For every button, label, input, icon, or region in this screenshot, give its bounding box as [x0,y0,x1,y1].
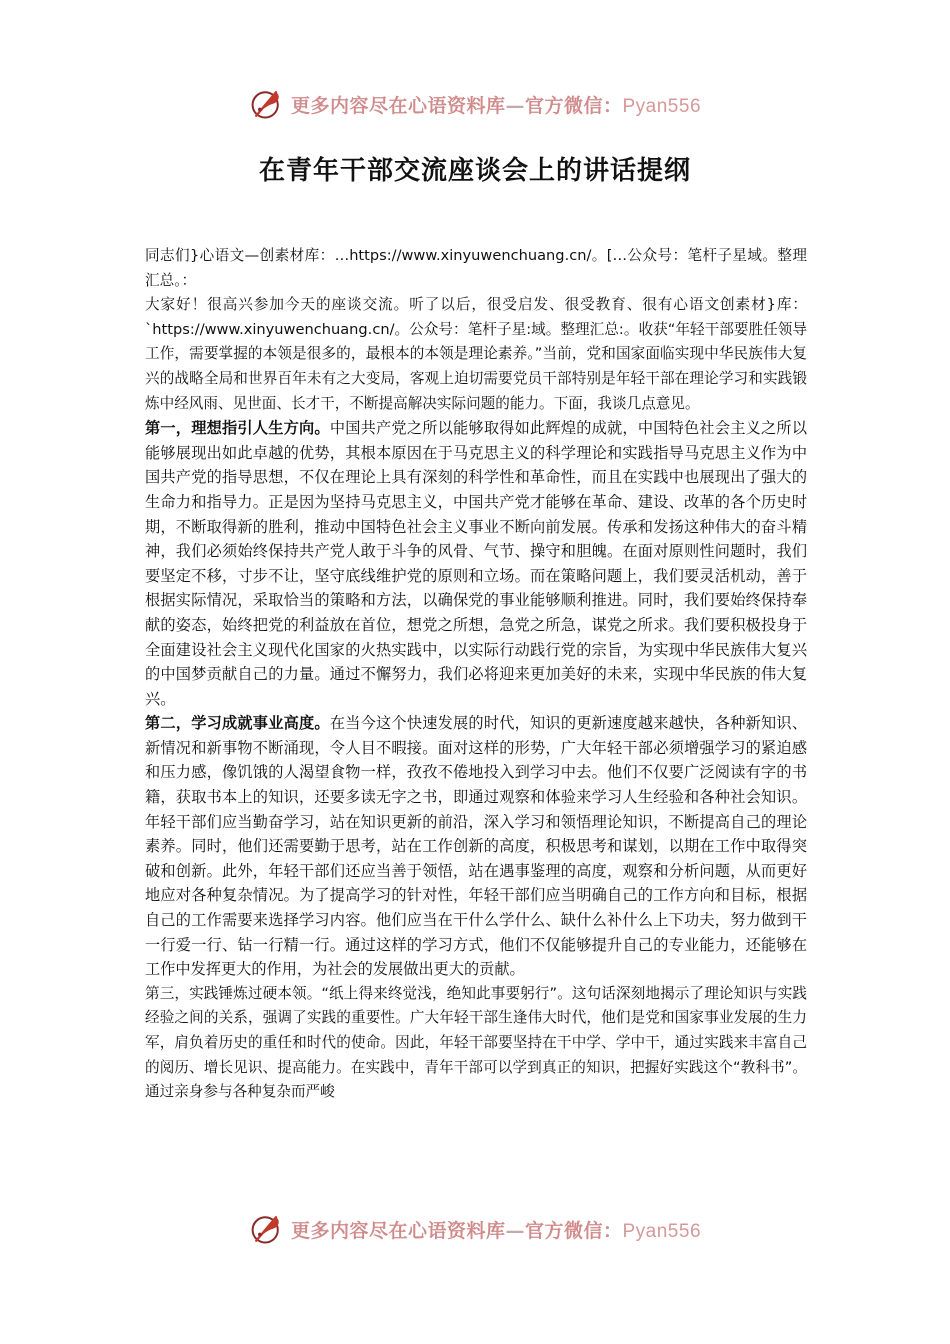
section-text: 中国共产党之所以能够取得如此辉煌的成就，中国特色社会主义之所以能够展现出如此卓越的优势，其根本原因在于马克思主义的科学理论和实践指导马克思主义作为中国共产党的指导思想，不仅在理论上具有深刻的科学性和革命性，而且在实践中也展现出了强大的生命力和指导力。正是因为坚持马克思主义，中国共产党才能够在革命、建设、改革的各个历史时期，不断取得新的胜利，推动中国特色社会主义事业不断向前发展。传承和发扬这种伟大的奋斗精神，我们必须始终保持共产党人敢于斗争的风骨、气节、操守和胆魄。在面对原则性问题时，我们要坚定不移，寸步不让，坚守底线维护党的原则和立场。而在策略问题上，我们要灵活机动，善于根据实际情况，采取恰当的策略和方法，以确保党的事业能够顺利推进。同时，我们要始终保持奉献的姿态，始终把党的利益放在首位，想党之所想，急党之所急，谋党之所求。我们要积极投身于全面建设社会主义现代化国家的火热实践中，以实际行动践行党的宗旨，为实现中华民族伟大复兴的中国梦贡献自己的力量。通过不懈努力，我们必将迎来更加美好的未来，实现中华民族的伟大复兴。 [145,419,808,708]
paragraph-section-1 [145,416,807,711]
paragraph-greeting: 同志们}心语文—创素材库：…https://www.xinyuwenchuang.cn/。[…公众号：笔杆子星域。整理汇总。： [145,247,807,289]
banner-text: 更多内容尽在心语资料库—官方微信：Pyan556 [290,94,702,117]
section-text: 在当今这个快速发展的时代，知识的更新速度越来越快，各种新知识、新情况和新事物不断涌现，令人目不暇接。面对这样的形势，广大年轻干部必须增强学习的紧迫感和压力感，像饥饿的人渴望食物一样，孜孜不倦地投入到学习中去。他们不仅要广泛阅读有字的书籍，获取书本上的知识，还要多读无字之书，即通过观察和体验来学习人生经验和各种社会知识。年轻干部们应当勤奋学习，站在知识更新的前沿，深入学习和领悟理论知识，不断提高自己的理论素养。同时，他们还需要勤于思考，站在工作创新的高度，积极思考和谋划，以期在工作中取得突破和创新。此外，年轻干部们还应当善于领悟，站在遇事鉴理的高度，观察和分析问题，从而更好地应对各种复杂情况。为了提高学习的针对性，年轻干部们应当明确自己的工作方向和目标，根据自己的工作需要来选择学习内容。他们应当在干什么学什么、缺什么补什么上下功夫，努力做到干一行爱一行、钻一行精一行。通过这样的学习方式，他们不仅能够提升自己的专业能力，还能够在工作中发挥更大的作用，为社会的发展做出更大的贡献。 [145,714,808,979]
wechat-id: Pyan556 [622,1220,702,1242]
paragraph-section-2 [145,711,807,982]
quill-logo-icon [249,1211,285,1247]
document-body [145,244,807,1105]
page-title: 在青年干部交流座谈会上的讲话提纲 [258,156,691,186]
section-heading: 第一，理想指引人生方向。 [145,419,330,438]
quill-logo-icon [249,86,285,122]
paragraph-intro: 大家好！很高兴参加今天的座谈交流。听了以后，很受启发、很受教育、很有心语文创素材}库：`https://www.xinyuwenchuang.cn/。公众号：笔杆子星:域。整理汇总:。收获“年轻干部要胜任领导工作，需要掌握的本领是很多的，最根本的本领是理论素养。”当前，党和国家面临实现中华民族伟大复兴的战略全局和世界百年未有之大变局，客观上迫切需要党员干部特别是年轻干部在理论学习和实践锻炼中经风雨、见世面、长才干，不断提高解决实际问题的能力。下面，我谈几点意见。 [145,296,807,412]
banner-text: 更多内容尽在心语资料库—官方微信：Pyan556 [290,1219,702,1242]
paragraph-section-3: 第三，实践锤炼过硬本领。“纸上得来终觉浅，绝知此事要躬行”。这句话深刻地揭示了理论知识与实践经验之间的关系，强调了实践的重要性。广大年轻干部生逢伟大时代，他们是党和国家事业发展的生力军，肩负着历史的重任和时代的使命。因此，年轻干部要坚持在干中学、学中干，通过实践来丰富自己的阅历、增长见识、提高能力。在实践中，青年干部可以学到真正的知识，把握好实践这个“教科书”。通过亲身参与各种复杂而严峻 [145,984,807,1101]
footer-banner [0,1211,950,1247]
header-banner [0,86,950,122]
section-heading: 第二，学习成就事业高度。 [145,714,330,733]
wechat-id: Pyan556 [622,95,702,117]
